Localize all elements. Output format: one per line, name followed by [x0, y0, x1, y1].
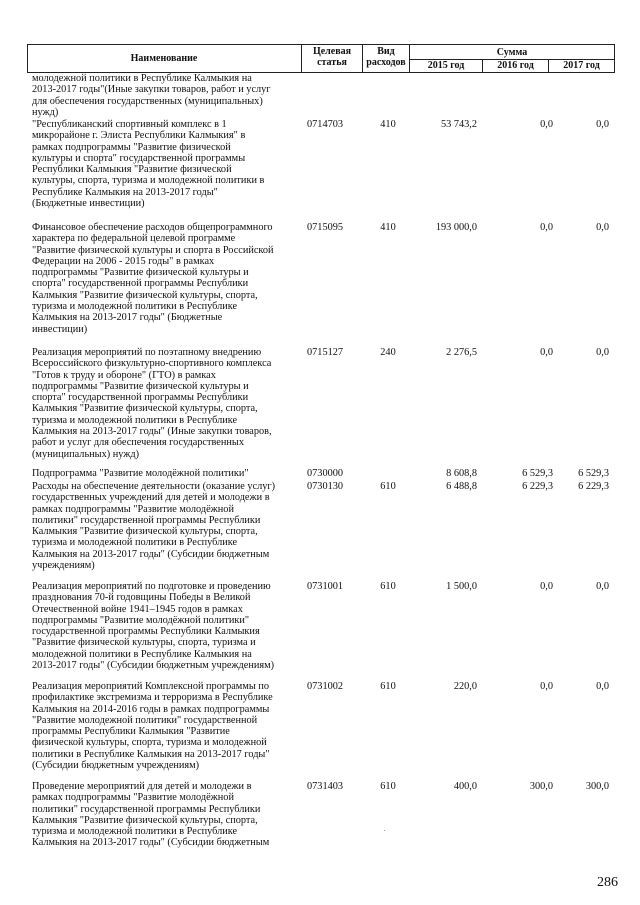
row-name: Реализация мероприятий Комплексной программы по профилактике экстремизма и терроризма в Республике Калмыкия на 2014-2016 годы в рамках подпрограммы "Развитие молодежной политики" государственной программы Республики Калмыкия "Развитие физической культуры, спорта, туризма и молодежной политики в Республике Калмыкия на 2013-2017 годы" (Субсидии бюджетным учреждениям) [32, 681, 273, 772]
row-sum-2017: 0,0 [596, 581, 609, 592]
row-sum-2016: 0,0 [540, 581, 553, 592]
row-sum-2017: 6 529,3 [578, 468, 609, 479]
row-sum-2015: 400,0 [453, 781, 477, 792]
row-sum-2016: 0,0 [540, 681, 553, 692]
row-sum-2017: 0,0 [596, 119, 609, 130]
row-code: 0715127 [307, 347, 344, 358]
table-row [27, 468, 615, 481]
row-vid: 610 [380, 481, 396, 492]
row-name: Реализация мероприятий по поэтапному внедрению Всероссийского физкультурно-спортивного комплекса "Готов к труду и обороне" (ГТО) в рамках подпрограммы "Развитие физической культуры и спорта" государственной программы Республики Калмыкия "Развитие физической культуры, спорта, туризма и молодежной политики в Республике Калмыкия на 2013-2017 годы" (Иные закупки товаров, работ и услуг для обеспечения государственных (муниципальных) нужд) [32, 347, 272, 460]
row-sum-2017: 300,0 [585, 781, 609, 792]
scan-speck [384, 830, 385, 831]
budget-table [27, 44, 615, 861]
row-sum-2015: 8 608,8 [446, 468, 477, 479]
row-vid: 610 [380, 581, 396, 592]
table-row [27, 347, 615, 468]
table-row [27, 222, 615, 347]
row-sum-2016: 0,0 [540, 222, 553, 233]
row-sum-2017: 0,0 [596, 222, 609, 233]
header-name: Наименование [130, 53, 198, 64]
row-sum-2015: 6 488,8 [446, 481, 477, 492]
row-sum-2017: 6 229,3 [578, 481, 609, 492]
header-sum: Сумма [496, 47, 528, 58]
header-2017: 2017 год [563, 60, 600, 71]
row-sum-2015: 53 743,2 [440, 119, 477, 130]
row-sum-2015: 2 276,5 [446, 347, 477, 358]
row-sum-2017: 0,0 [596, 347, 609, 358]
row-name: молодежной политики в Республике Калмыкия на 2013-2017 годы"(Иные закупки товаров, работ и услуг для обеспечения государственных (муниципальных) нужд) [32, 73, 271, 118]
row-vid: 610 [380, 681, 396, 692]
row-code: 0730000 [307, 468, 344, 479]
header-expense-type: Вид расходов [366, 46, 406, 68]
row-sum-2015: 1 500,0 [446, 581, 477, 592]
row-vid: 240 [380, 347, 396, 358]
row-code: 0730130 [307, 481, 344, 492]
table-header [27, 44, 615, 73]
table-row [27, 119, 615, 222]
row-vid: 410 [380, 222, 396, 233]
row-sum-2016: 0,0 [540, 119, 553, 130]
table-row [27, 681, 615, 781]
row-code: 0715095 [307, 222, 344, 233]
table-row [27, 73, 615, 119]
row-name: Подпрограмма "Развитие молодёжной политики" [32, 468, 249, 479]
row-sum-2017: 0,0 [596, 681, 609, 692]
header-2016: 2016 год [497, 60, 534, 71]
row-name: Проведение мероприятий для детей и молодежи в рамках подпрограммы "Развитие молодёжной политики" государственной программы Республики Калмыкия "Развитие физической культуры, спорта, туризма и молодежной политики в Республике Калмыкия на 2013-2017 годы" (Субсидии бюджетным [32, 781, 270, 849]
row-code: 0714703 [307, 119, 344, 130]
row-sum-2015: 193 000,0 [435, 222, 477, 233]
row-name: Реализация мероприятий по подготовке и проведению празднования 70-й годовщины Победы в Великой Отечественной войне 1941–1945 годов в рамках подпрограммы "Развитие молодёжной политики" государственной программы Республики Калмыкия "Развитие физической культуры, спорта, туризма и молодежной политики в Республике Калмыкия на 2013-2017 годы" (Субсидии бюджетным учреждениям) [32, 581, 275, 672]
row-sum-2016: 6 229,3 [522, 481, 553, 492]
row-name: Финансовое обеспечение расходов общепрограммного характера по федеральной целевой программе "Развитие физической культуры и спорта в Российской Федерации на 2006 - 2015 годы" в рамках подпрограммы "Развитие физической культуры и спорта" государственной программы Республики Калмыкия "Развитие физической культуры, спорта, туризма и молодежной политики в Республике Калмыкия на 2013-2017 годы" (Бюджетные инвестиции) [32, 222, 274, 335]
row-vid: 610 [380, 781, 396, 792]
row-name: Расходы на обеспечение деятельности (оказание услуг) государственных учреждений для детей и молодежи в рамках подпрограммы "Развитие молодёжной политики" государственной программы Республики Калмыкия "Развитие физической культуры, спорта, туризма и молодежной политики в Республике Калмыкия на 2013-2017 годы" (Субсидии бюджетным учреждениям) [32, 481, 276, 572]
row-code: 0731001 [307, 581, 344, 592]
row-sum-2016: 0,0 [540, 347, 553, 358]
table-row [27, 581, 615, 681]
table-row [27, 481, 615, 581]
table-row [27, 781, 615, 861]
row-vid: 410 [380, 119, 396, 130]
header-target-article: Целевая статья [312, 46, 352, 68]
row-name: "Республиканский спортивный комплекс в 1 микрорайоне г. Элиста Республики Калмыкия" в рамках подпрограммы "Развитие физической культуры и спорта" государственной программы Республики Калмыкия "Развитие физической культуры, спорта, туризма и молодежной политики в Республике Калмыкия на 2013-2017 годы" (Бюджетные инвестиции) [32, 119, 265, 210]
row-code: 0731403 [307, 781, 344, 792]
row-sum-2016: 300,0 [529, 781, 553, 792]
page-number: 286 [597, 875, 618, 890]
header-2015: 2015 год [427, 60, 465, 71]
row-sum-2015: 220,0 [453, 681, 477, 692]
row-code: 0731002 [307, 681, 344, 692]
row-sum-2016: 6 529,3 [522, 468, 553, 479]
